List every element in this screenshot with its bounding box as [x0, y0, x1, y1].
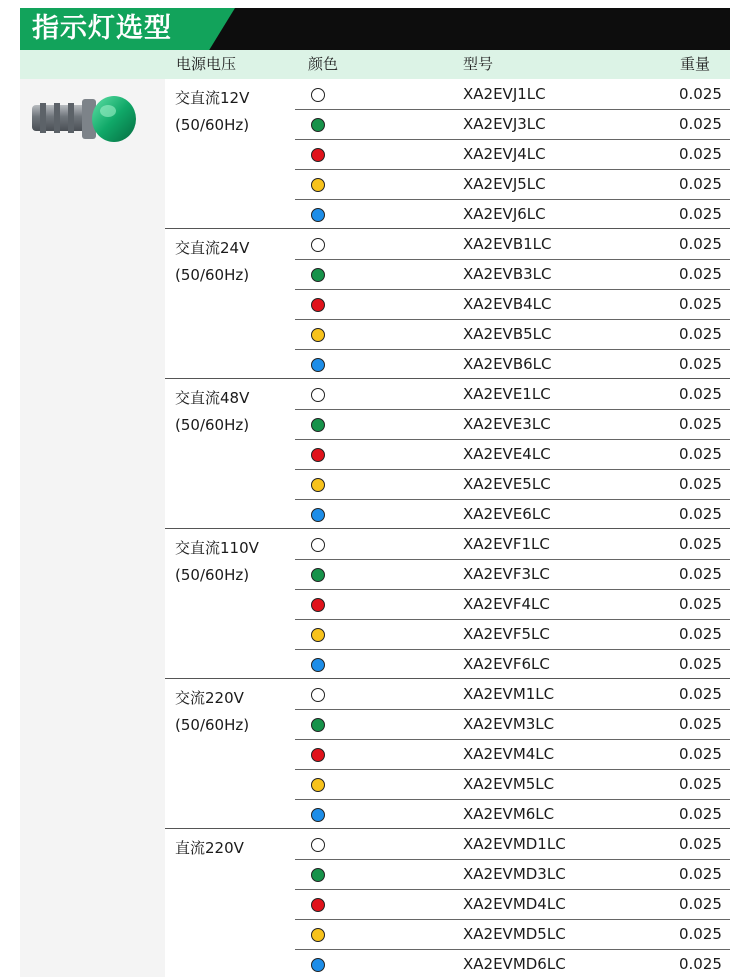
color-dot [311, 88, 325, 102]
voltage-value: 直流220V [175, 839, 244, 857]
table-row [165, 139, 730, 169]
table-row [165, 319, 730, 349]
voltage-group-ac-dc-24v [165, 229, 730, 379]
table-row [165, 679, 730, 709]
color-dot [311, 268, 325, 282]
model-number: XA2EVF3LC [463, 565, 550, 583]
weight-value: 0.025 [679, 175, 722, 193]
voltage-value: 交直流24V [175, 239, 250, 257]
model-number: XA2EVE4LC [463, 445, 551, 463]
model-number: XA2EVM3LC [463, 715, 555, 733]
color-dot [311, 118, 325, 132]
page-title: 指示灯选型 [32, 13, 172, 44]
model-number: XA2EVMD4LC [463, 895, 566, 913]
color-dot [311, 808, 325, 822]
model-number: XA2EVB6LC [463, 355, 552, 373]
table-row [165, 949, 730, 977]
weight-value: 0.025 [679, 565, 722, 583]
model-number: XA2EVJ5LC [463, 175, 546, 193]
header-weight: 重量 [680, 55, 711, 73]
header-color: 颜色 [308, 55, 339, 73]
weight-value: 0.025 [679, 925, 722, 943]
weight-value: 0.025 [679, 295, 722, 313]
color-dot [311, 568, 325, 582]
model-number: XA2EVE6LC [463, 505, 551, 523]
color-dot [311, 418, 325, 432]
weight-value: 0.025 [679, 835, 722, 853]
voltage-value: 交直流48V [175, 389, 250, 407]
model-number: XA2EVM4LC [463, 745, 555, 763]
table-row [165, 769, 730, 799]
model-number: XA2EVF6LC [463, 655, 550, 673]
title-bar [20, 8, 730, 50]
table-row [165, 559, 730, 589]
model-number: XA2EVMD5LC [463, 925, 566, 943]
color-dot [311, 358, 325, 372]
table-row [165, 259, 730, 289]
color-dot [311, 208, 325, 222]
frequency-value: (50/60Hz) [175, 416, 250, 434]
weight-value: 0.025 [679, 325, 722, 343]
model-number: XA2EVJ1LC [463, 85, 546, 103]
weight-value: 0.025 [679, 505, 722, 523]
model-number: XA2EVB3LC [463, 265, 552, 283]
table-row [165, 859, 730, 889]
color-dot [311, 538, 325, 552]
color-dot [311, 298, 325, 312]
table-row [165, 349, 730, 379]
color-dot [311, 868, 325, 882]
table-row [165, 229, 730, 259]
color-dot [311, 838, 325, 852]
weight-value: 0.025 [679, 535, 722, 553]
voltage-group-ac-dc-12v [165, 79, 730, 229]
model-number: XA2EVJ4LC [463, 145, 546, 163]
table-row [165, 499, 730, 529]
table-row [165, 79, 730, 109]
color-dot [311, 388, 325, 402]
voltage-value: 交直流110V [175, 539, 259, 557]
model-number: XA2EVMD3LC [463, 865, 566, 883]
weight-value: 0.025 [679, 115, 722, 133]
weight-value: 0.025 [679, 475, 722, 493]
table-row [165, 199, 730, 229]
color-dot [311, 688, 325, 702]
weight-value: 0.025 [679, 205, 722, 223]
weight-value: 0.025 [679, 85, 722, 103]
weight-value: 0.025 [679, 445, 722, 463]
color-dot [311, 958, 325, 972]
product-image-column [20, 79, 165, 977]
model-number: XA2EVM1LC [463, 685, 555, 703]
frequency-value: (50/60Hz) [175, 566, 250, 584]
weight-value: 0.025 [679, 595, 722, 613]
table-row [165, 919, 730, 949]
frequency-value: (50/60Hz) [175, 116, 250, 134]
frequency-value: (50/60Hz) [175, 266, 250, 284]
model-number: XA2EVM6LC [463, 805, 555, 823]
green-pilot-light-image [30, 89, 140, 159]
color-dot [311, 178, 325, 192]
table-row [165, 709, 730, 739]
table-row [165, 109, 730, 139]
color-dot [311, 148, 325, 162]
voltage-group-ac-dc-110v [165, 529, 730, 679]
weight-value: 0.025 [679, 355, 722, 373]
table-row [165, 799, 730, 829]
weight-value: 0.025 [679, 775, 722, 793]
voltage-value: 交流220V [175, 689, 244, 707]
color-dot [311, 898, 325, 912]
table-row [165, 589, 730, 619]
table-row [165, 829, 730, 859]
model-number: XA2EVMD6LC [463, 955, 566, 973]
weight-value: 0.025 [679, 235, 722, 253]
model-number: XA2EVF5LC [463, 625, 550, 643]
table-row [165, 529, 730, 559]
model-number: XA2EVE5LC [463, 475, 551, 493]
color-dot [311, 778, 325, 792]
table-row [165, 649, 730, 679]
model-number: XA2EVE1LC [463, 385, 551, 403]
model-number: XA2EVF1LC [463, 535, 550, 553]
voltage-group-dc-220v [165, 829, 730, 977]
color-dot [311, 658, 325, 672]
header-model: 型号 [463, 55, 494, 73]
weight-value: 0.025 [679, 415, 722, 433]
weight-value: 0.025 [679, 955, 722, 973]
color-dot [311, 328, 325, 342]
weight-value: 0.025 [679, 715, 722, 733]
weight-value: 0.025 [679, 625, 722, 643]
frequency-value: (50/60Hz) [175, 716, 250, 734]
table-row [165, 289, 730, 319]
color-dot [311, 928, 325, 942]
selection-sheet [20, 8, 730, 977]
model-number: XA2EVJ6LC [463, 205, 546, 223]
weight-value: 0.025 [679, 895, 722, 913]
model-number: XA2EVE3LC [463, 415, 551, 433]
table-row [165, 379, 730, 409]
color-dot [311, 508, 325, 522]
table-row [165, 409, 730, 439]
header-voltage: 电源电压 [176, 55, 237, 73]
table-row [165, 739, 730, 769]
weight-value: 0.025 [679, 385, 722, 403]
weight-value: 0.025 [679, 805, 722, 823]
table-row [165, 169, 730, 199]
table-row [165, 439, 730, 469]
color-dot [311, 478, 325, 492]
color-dot [311, 238, 325, 252]
model-number: XA2EVMD1LC [463, 835, 566, 853]
color-dot [311, 718, 325, 732]
weight-value: 0.025 [679, 685, 722, 703]
color-dot [311, 628, 325, 642]
table-row [165, 469, 730, 499]
model-number: XA2EVF4LC [463, 595, 550, 613]
weight-value: 0.025 [679, 145, 722, 163]
weight-value: 0.025 [679, 655, 722, 673]
table-header [20, 50, 730, 79]
weight-value: 0.025 [679, 865, 722, 883]
voltage-value: 交直流12V [175, 89, 250, 107]
color-dot [311, 748, 325, 762]
table-row [165, 619, 730, 649]
model-number: XA2EVB4LC [463, 295, 552, 313]
voltage-group-ac-dc-48v [165, 379, 730, 529]
model-number: XA2EVJ3LC [463, 115, 546, 133]
color-dot [311, 598, 325, 612]
model-number: XA2EVB5LC [463, 325, 552, 343]
weight-value: 0.025 [679, 265, 722, 283]
weight-value: 0.025 [679, 745, 722, 763]
color-dot [311, 448, 325, 462]
model-number: XA2EVB1LC [463, 235, 552, 253]
model-number: XA2EVM5LC [463, 775, 555, 793]
table-row [165, 889, 730, 919]
voltage-group-ac-220v [165, 679, 730, 829]
